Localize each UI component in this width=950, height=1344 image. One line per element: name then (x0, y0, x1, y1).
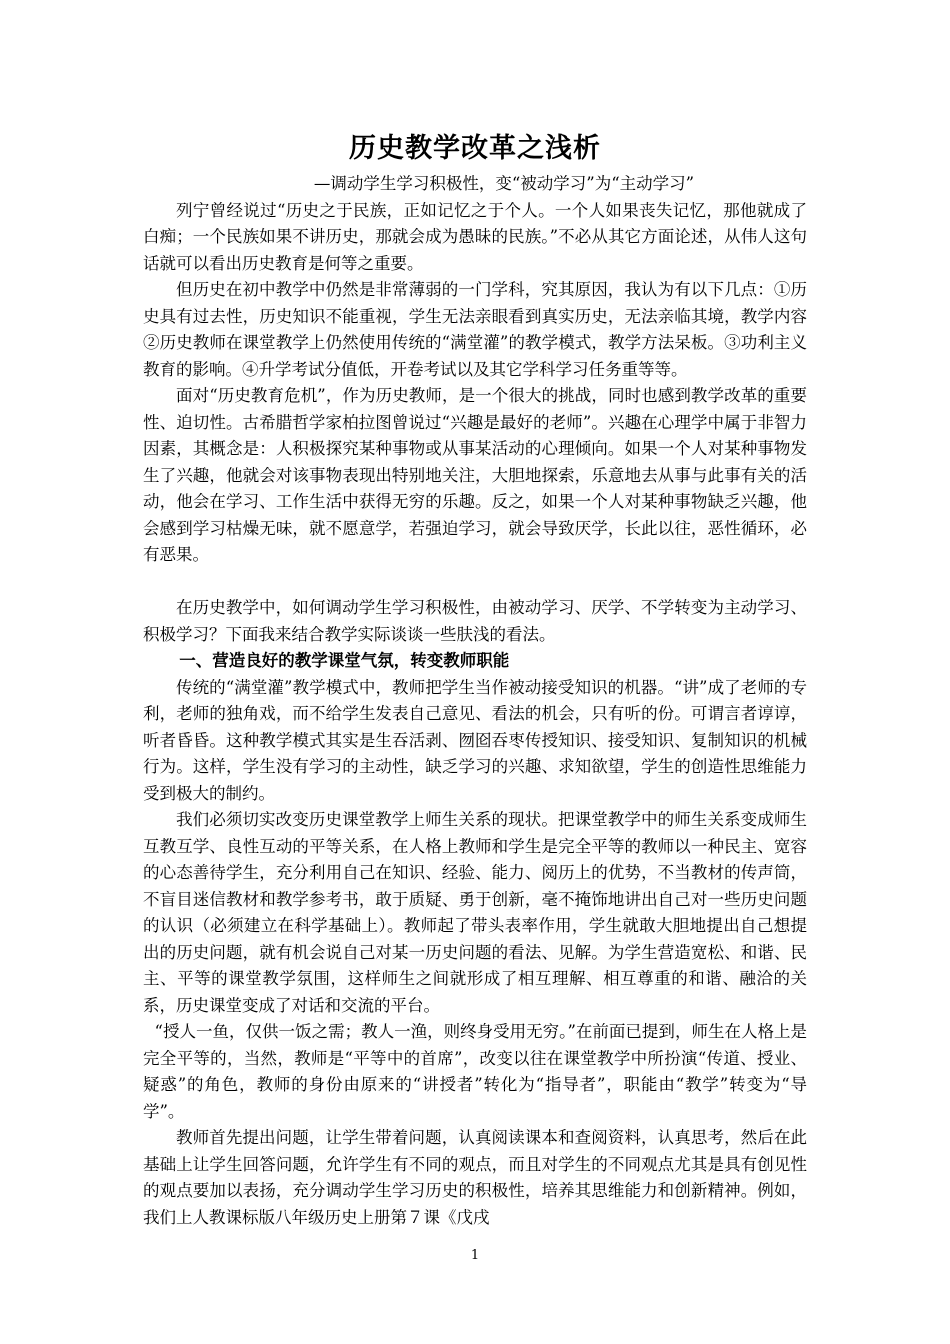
section-1-paragraph-3: “授人一鱼，仅供一饭之需；教人一渔，则终身受用无穷。”在前面已提到，师生在人格上是完全平等的，当然，教师是“平等中的首席”，改变以往在课堂教学中所扮演“传道、授业、疑惑”的角色，教师的身份由原来的“讲授者”转化为“指导者”，职能由“教学”转变为“导学”。 (143, 1022, 807, 1121)
blank-line (143, 569, 807, 596)
section-1-paragraph-1: 传统的“满堂灌”教学模式中，教师把学生当作被动接受知识的机器。“讲”成了老师的专利，老师的独角戏，而不给学生发表自己意见、看法的机会，只有听的份。可谓言者谆谆，听者昏昏。这种教学模式其实是生吞活剥、囫囵吞枣传授知识、接受知识、复制知识的机械行为。这样，学生没有学习的主动性，缺乏学习的兴趣、求知欲望，学生的创造性思维能力受到极大的制约。 (143, 677, 807, 803)
document-page (143, 127, 807, 1231)
paragraph-1: 列宁曾经说过“历史之于民族，正如记忆之于个人。一个人如果丧失记忆，那他就成了白痴；一个民族如果不讲历史，那就会成为愚昧的民族。”不必从其它方面论述，从伟人这句话就可以看出历史教育是何等之重要。 (143, 200, 807, 273)
document-title: 历史教学改革之浅析 (349, 133, 601, 164)
section-1-heading: 一、营造良好的教学课堂气氛，转变教师职能 (179, 651, 510, 670)
section-1-paragraph-2: 我们必须切实改变历史课堂教学上师生关系的现状。把课堂教学中的师生关系变成师生互教互学、良性互动的平等关系，在人格上教师和学生是完全平等的教师以一种民主、宽容的心态善待学生，充分利用自己在知识、经验、能力、阅历上的优势，不当教材的传声筒，不盲目迷信教材和教学参考书，敢于质疑、勇于创新，毫不掩饰地讲出自己对一些历史问题的认识（必须建立在科学基础上）。教师起了带头表率作用，学生就敢大胆地提出自己想提出的历史问题，就有机会说自己对某一历史问题的看法、见解。为学生营造宽松、和谐、民主、平等的课堂教学氛围，这样师生之间就形成了相互理解、相互尊重的和谐、融洽的关系，历史课堂变成了对话和交流的平台。 (143, 810, 807, 1015)
document-subtitle: —调动学生学习积极性，变“被动学习”为“主动学习” (313, 174, 695, 193)
paragraph-3: 面对“历史教育危机”，作为历史教师，是一个很大的挑战，同时也感到教学改革的重要性、迫切性。古希腊哲学家柏拉图曾说过“兴趣是最好的老师”。兴趣在心理学中属于非智力因素，其概念是：人积极探究某种事物或从事某活动的心理倾向。如果一个人对某种事物发生了兴趣，他就会对该事物表现出特别地关注，大胆地探索，乐意地去从事与此事有关的活动，他会在学习、工作生活中获得无穷的乐趣。反之，如果一个人对某种事物缺乏兴趣，他会感到学习枯燥无味，就不愿意学，若强迫学习，就会导致厌学，长此以往，恶性循环，必有恶果。 (143, 386, 807, 564)
paragraph-2: 但历史在初中教学中仍然是非常薄弱的一门学科，究其原因，我认为有以下几点：①历史具有过去性，历史知识不能重视，学生无法亲眼看到真实历史，无法亲临其境，教学内容②历史教师在课堂教学上仍然使用传统的“满堂灌”的教学模式，教学方法呆板。③功利主义教育的影响。④升学考试分值低，开卷考试以及其它学科学习任务重等等。 (143, 280, 807, 379)
section-1-paragraph-4: 教师首先提出问题，让学生带着问题，认真阅读课本和查阅资料，认真思考，然后在此基础上让学生回答问题，允许学生有不同的观点，而且对学生的不同观点尤其是具有创见性的观点要加以表扬，充分调动学生学习历史的积极性，培养其思维能力和创新精神。例如，我们上人教课标版八年级历史上册第７课《戊戌 (143, 1128, 807, 1227)
paragraph-4: 在历史教学中，如何调动学生学习积极性，由被动学习、厌学、不学转变为主动学习、积极学习？下面我来结合教学实际谈谈一些肤浅的看法。 (143, 598, 807, 644)
page-number: 1 (470, 1248, 480, 1263)
